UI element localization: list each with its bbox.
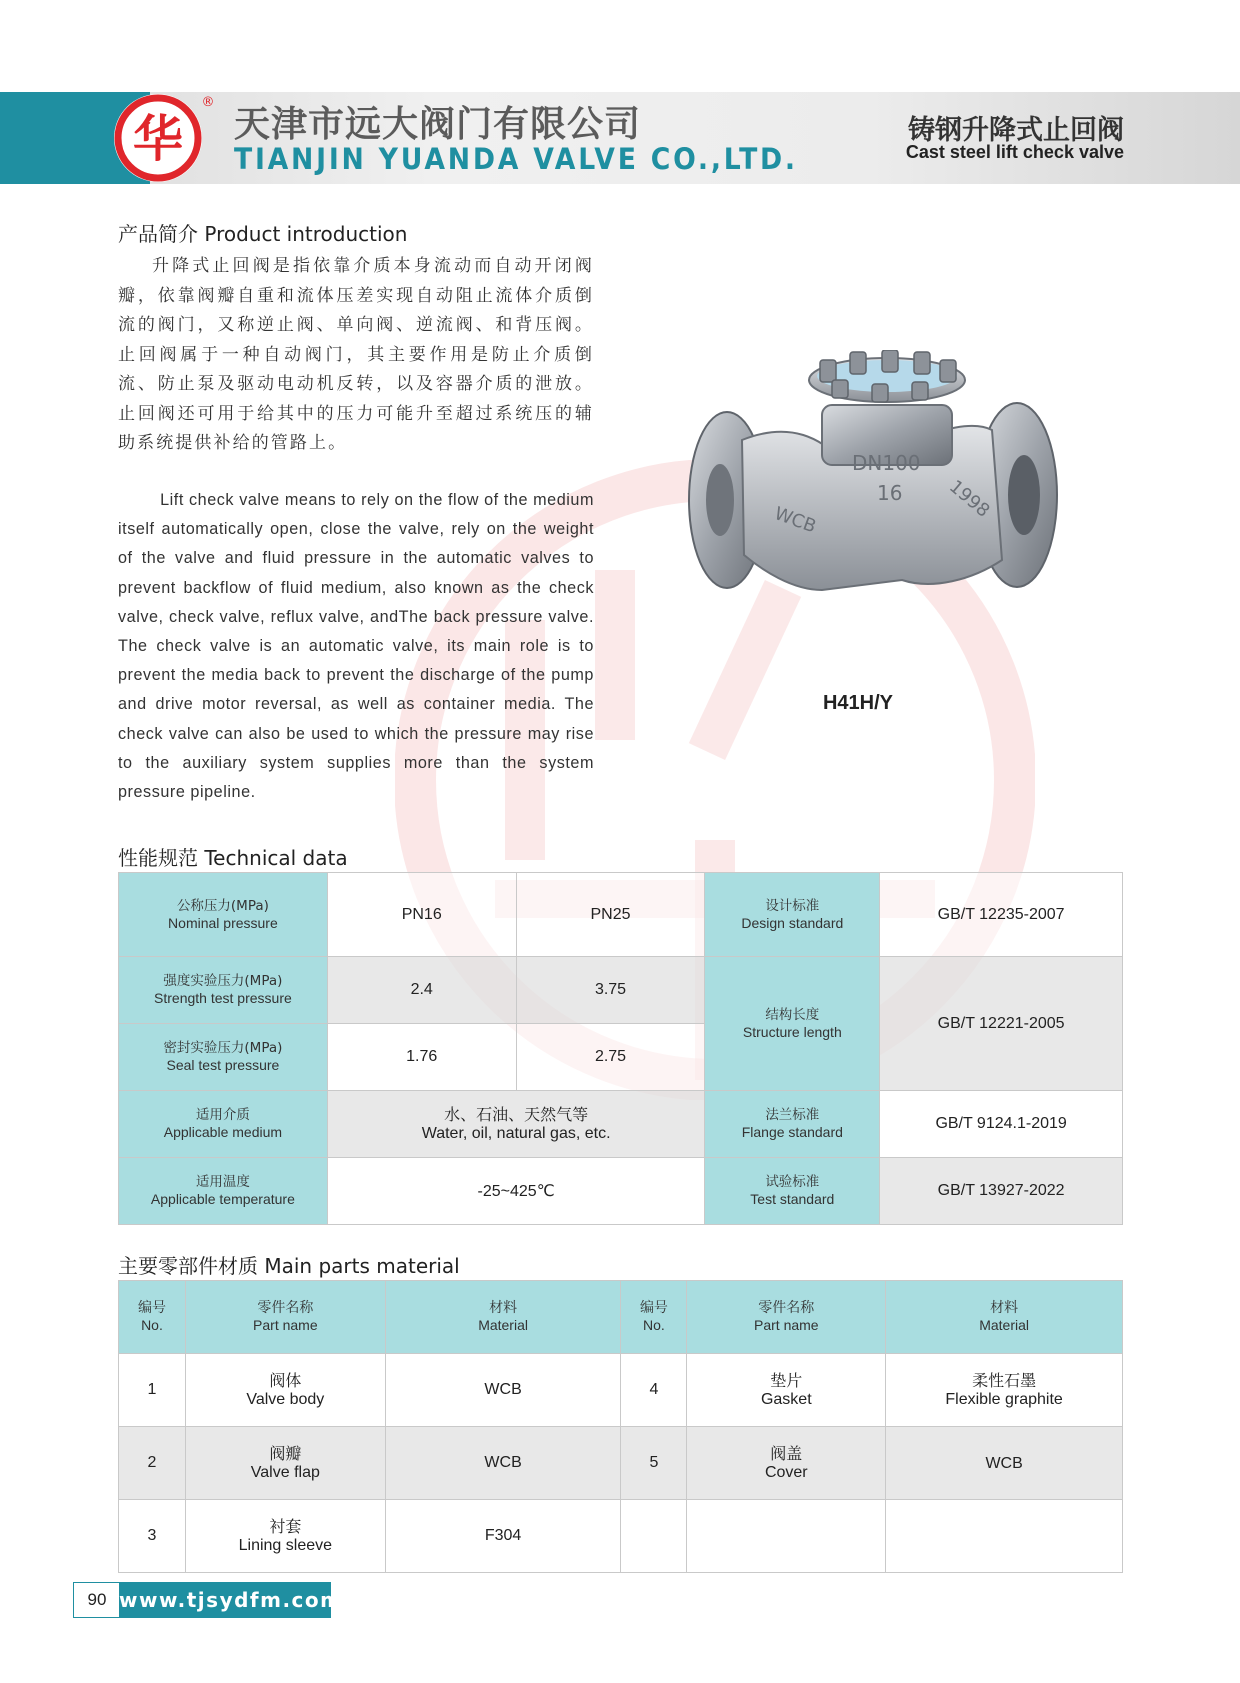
header-no-2: 编号 No. [621, 1281, 687, 1354]
label-test-standard: 试验标准 Test standard [705, 1158, 880, 1225]
part-name-2: 阀盖 Cover [687, 1427, 886, 1500]
label-temperature: 适用温度 Applicable temperature [119, 1158, 328, 1225]
intro-text-cn: 升降式止回阀是指依靠介质本身流动而自动开闭阀瓣，依靠阀瓣自重和流体压差实现自动阻止流体介质倒流的阀门，又称逆止阀、单向阀、逆流阀、和背压阀。止回阀属于一种自动阀门，其主要作用是防止介质倒流、防止泵及驱动电动机反转，以及容器介质的泄放。止回阀还可用于给其中的压力可能升至超过系统压的辅助系统提供补给的管路上。 [118, 256, 594, 453]
tech-heading: 性能规范 Technical data [118, 846, 348, 870]
value-strength-pn25: 3.75 [516, 957, 705, 1024]
registered-mark: ® [201, 95, 215, 110]
value-design-standard: GB/T 12235-2007 [880, 873, 1123, 957]
model-label: H41H/Y [822, 692, 894, 714]
parts-header-row [119, 1281, 1123, 1354]
header-part-name: 零件名称 Part name [185, 1281, 385, 1354]
value-seal-pn16: 1.76 [327, 1024, 516, 1091]
part-no: 3 [119, 1500, 186, 1573]
logo-char: 华 [133, 110, 183, 168]
value-temperature: -25~425℃ [327, 1158, 705, 1225]
label-strength-test: 强度实验压力(MPa) Strength test pressure [119, 957, 328, 1024]
casting-mark-material: WCB [771, 503, 819, 538]
value-medium: 水、石油、天然气等 Water, oil, natural gas, etc. [327, 1091, 705, 1158]
part-name: 阀体 Valve body [185, 1354, 385, 1427]
company-logo [100, 90, 216, 186]
part-material-2: WCB [886, 1427, 1123, 1500]
value-test-standard: GB/T 13927-2022 [880, 1158, 1123, 1225]
company-name-en: TIANJIN YUANDA VALVE CO.,LTD. [234, 142, 798, 176]
table-row [119, 1500, 1123, 1573]
value-pn25: PN25 [516, 873, 705, 957]
value-seal-pn25: 2.75 [516, 1024, 705, 1091]
part-material: WCB [385, 1427, 621, 1500]
part-name: 阀瓣 Valve flap [185, 1427, 385, 1500]
label-design-standard: 设计标准 Design standard [705, 873, 880, 957]
part-name-2 [687, 1500, 886, 1573]
label-medium: 适用介质 Applicable medium [119, 1091, 328, 1158]
value-flange-standard: GB/T 9124.1-2019 [880, 1091, 1123, 1158]
part-no-2: 4 [621, 1354, 687, 1427]
tech-row-nominal [119, 873, 1123, 957]
part-material-2 [886, 1500, 1123, 1573]
part-name-2: 垫片 Gasket [687, 1354, 886, 1427]
tech-row-medium [119, 1091, 1123, 1158]
label-seal-test: 密封实验压力(MPa) Seal test pressure [119, 1024, 328, 1091]
tech-data-table [118, 872, 1123, 1225]
valve-product-image [672, 350, 1072, 650]
page-number: 90 [73, 1582, 121, 1618]
tech-row-strength [119, 957, 1123, 1024]
label-flange-standard: 法兰标准 Flange standard [705, 1091, 880, 1158]
label-structure-length: 结构长度 Structure length [705, 957, 880, 1091]
casting-mark-size: DN100 [852, 451, 921, 475]
casting-mark-pressure: 16 [877, 481, 903, 505]
part-no-2 [621, 1500, 687, 1573]
part-no-2: 5 [621, 1427, 687, 1500]
part-material: F304 [385, 1500, 621, 1573]
company-name-cn: 天津市远大阀门有限公司 [234, 104, 642, 145]
product-title-cn: 铸钢升降式止回阀 [908, 115, 1124, 146]
parts-heading: 主要零部件材质 Main parts material [118, 1254, 460, 1278]
casting-mark-year: 1998 [944, 476, 994, 522]
parts-material-table [118, 1280, 1123, 1573]
header-part-name-2: 零件名称 Part name [687, 1281, 886, 1354]
intro-text-en: Lift check valve means to rely on the flow of the medium itself automatically open, close the valve, rely on the weight of the valve and fluid pressure in the automatic valves to prevent backflow of fluid medium, also known as the check valve, check valve, reflux valve, andThe back pressure valve. The check valve is an automatic valve, its main role is to prevent the media back to prevent the discharge of the pump and drive motor reversal, as well as container media. The check valve can also be used to which the pressure may rise to the auxiliary system supplies more than the system pressure pipeline. [118, 491, 594, 802]
header-material: 材料 Material [385, 1281, 621, 1354]
label-nominal-pressure: 公称压力(MPa) Nominal pressure [119, 873, 328, 957]
part-no: 1 [119, 1354, 186, 1427]
part-no: 2 [119, 1427, 186, 1500]
table-row [119, 1354, 1123, 1427]
value-pn16: PN16 [327, 873, 516, 957]
table-row [119, 1427, 1123, 1500]
product-title-en: Cast steel lift check valve [905, 142, 1124, 162]
header-material-2: 材料 Material [886, 1281, 1123, 1354]
part-name: 衬套 Lining sleeve [185, 1500, 385, 1573]
intro-heading: 产品简介 Product introduction [118, 222, 408, 246]
part-material-2: 柔性石墨 Flexible graphite [886, 1354, 1123, 1427]
value-structure-length: GB/T 12221-2005 [880, 957, 1123, 1091]
header-no: 编号 No. [119, 1281, 186, 1354]
website-link[interactable]: www.tjsydfm.com [119, 1582, 331, 1618]
part-material: WCB [385, 1354, 621, 1427]
tech-row-temperature [119, 1158, 1123, 1225]
value-strength-pn16: 2.4 [327, 957, 516, 1024]
